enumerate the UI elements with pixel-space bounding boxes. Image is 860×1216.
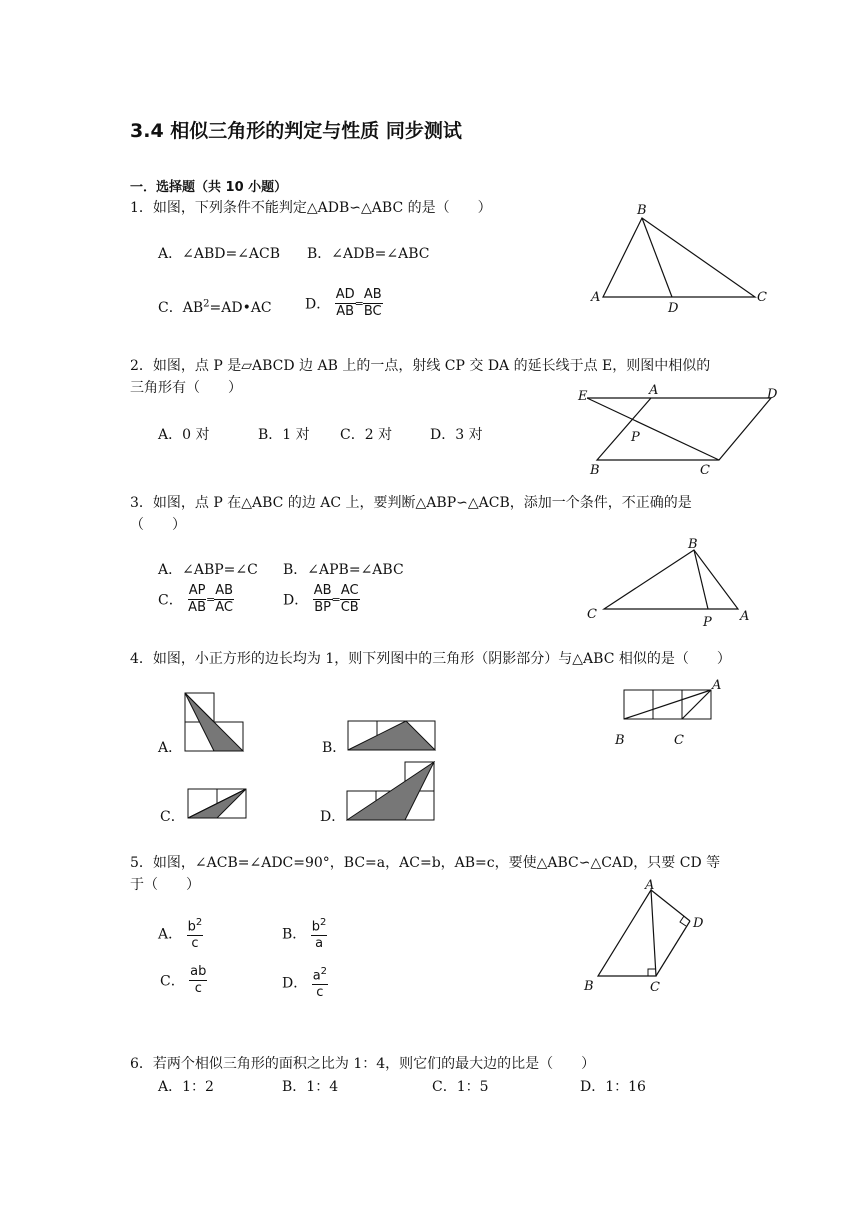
q4-label-c: C (674, 733, 684, 748)
q4-option-c[interactable]: C． (160, 809, 185, 825)
q3-option-d[interactable] (283, 583, 360, 616)
q5-option-d[interactable] (282, 964, 328, 1001)
q2-label-b: B (590, 463, 600, 478)
q1-label-a: A (591, 290, 601, 305)
q4-stem: 4．如图，小正方形的边长均为 1，则下列图中的三角形（阴影部分）与△ABC 相似的是（ ） (130, 651, 731, 667)
q3-d-equals: = (331, 593, 341, 606)
q5-stem-line1: 5．如图，∠ACB=∠ADC=90°，BC=a，AC=b，AB=c，要使△ABC∽△CAD，只要 CD 等 (130, 855, 721, 871)
q5-b-fraction: $\frac{b^2}{a}$ (311, 917, 327, 952)
q2-label-e: E (578, 389, 588, 404)
q1-label-d: D (668, 301, 679, 316)
q2-option-b[interactable]: B．1 对 (258, 427, 310, 443)
q6-option-c[interactable]: C．1：5 (432, 1079, 489, 1095)
q5-option-c-label: C． (160, 973, 185, 990)
q3-option-a[interactable]: A．∠ABP=∠C (158, 562, 258, 578)
q1-option-c-sup: 2 (203, 298, 210, 310)
q5-stem-line2: 于（ ） (130, 877, 200, 893)
q1-option-d-label: D． (305, 296, 331, 313)
q5-option-d-label: D． (282, 975, 308, 992)
q3-option-d-label: D． (283, 592, 309, 609)
q1-figure-triangle (585, 200, 775, 320)
q4-option-b-figure (347, 720, 439, 754)
q5-option-b-label: B． (282, 926, 307, 943)
q3-c-fraction-1: $\frac{AP}{AB}$ (188, 583, 206, 615)
q3-option-c[interactable] (158, 583, 234, 616)
q3-d-fraction-2: $\frac{AC}{CB}$ (340, 583, 359, 615)
q1-label-b: B (637, 203, 647, 218)
q3-stem-line1: 3．如图，点 P 在△ABC 的边 AC 上，要判断△ABP∽△ACB，添加一个条件，不正确的是 (130, 495, 692, 511)
q1-d-fraction-2: $\frac{AB}{BC}$ (363, 287, 382, 319)
q2-label-a: A (649, 383, 659, 398)
q3-stem-line2: （ ） (130, 517, 186, 533)
q4-reference-grid (612, 675, 732, 750)
q6-option-d[interactable]: D．1：16 (580, 1079, 646, 1095)
q3-d-fraction-1: $\frac{AB}{BP}$ (313, 583, 332, 615)
q1-option-a[interactable]: A．∠ABD=∠ACB (158, 246, 281, 262)
q6-option-b[interactable]: B．1：4 (282, 1079, 339, 1095)
q2-option-d[interactable]: D．3 对 (430, 427, 483, 443)
q4-option-d[interactable]: D． (320, 809, 346, 825)
q1-d-equals: = (354, 297, 364, 310)
q3-label-p: P (703, 615, 712, 630)
q5-option-b[interactable] (282, 915, 327, 952)
q2-stem-line1: 2．如图，点 P 是▱ABCD 边 AB 上的一点，射线 CP 交 DA 的延长线于点 E，则图中相似的 (130, 358, 711, 374)
q3-label-a: A (740, 609, 750, 624)
q2-label-c: C (700, 463, 710, 478)
q2-figure-parallelogram (572, 380, 784, 480)
q1-d-fraction-1: $\frac{AD}{AB}$ (335, 287, 355, 319)
q4-label-b: B (615, 733, 625, 748)
q3-c-equals: = (205, 593, 216, 606)
q5-label-a: A (645, 878, 655, 893)
q5-a-fraction: $\frac{b^2}{c}$ (187, 917, 203, 952)
q3-c-fraction-2: $\frac{AB}{AC}$ (215, 583, 234, 615)
q2-label-d: D (767, 387, 778, 402)
q5-label-c: C (650, 980, 660, 995)
q5-option-a-label: A． (158, 926, 183, 943)
q1-option-d[interactable] (305, 287, 383, 320)
q5-option-a[interactable] (158, 915, 203, 952)
q3-option-b[interactable]: B．∠APB=∠ABC (283, 562, 404, 578)
q1-option-b[interactable]: B．∠ADB=∠ABC (307, 246, 430, 262)
q5-label-b: B (584, 979, 594, 994)
q3-label-b: B (688, 537, 698, 552)
q3-option-c-label: C． (158, 592, 183, 609)
q1-stem: 1．如图，下列条件不能判定△ADB∽△ABC 的是（ ） (130, 200, 492, 216)
q1-option-c-post: =AD•AC (209, 300, 272, 316)
q2-option-c[interactable]: C．2 对 (340, 427, 393, 443)
q5-option-c[interactable] (160, 964, 207, 997)
q1-option-c[interactable] (158, 297, 272, 317)
q3-label-c: C (587, 607, 597, 622)
page-title: 3.4 相似三角形的判定与性质 同步测试 (130, 120, 462, 142)
q2-label-p: P (631, 430, 640, 445)
q1-label-c: C (757, 290, 767, 305)
q5-c-fraction: $\frac{ab}{c}$ (190, 964, 207, 996)
q3-figure-triangle (582, 534, 757, 634)
q4-option-b[interactable]: B． (322, 740, 347, 756)
q5-label-d: D (693, 916, 704, 931)
q4-label-a: A (712, 678, 722, 693)
q5-figure-quadrilateral (580, 876, 715, 998)
q4-option-d-figure (346, 761, 438, 823)
q6-stem: 6．若两个相似三角形的面积之比为 1：4，则它们的最大边的比是（ ） (130, 1056, 596, 1072)
q4-option-c-figure (187, 788, 249, 822)
q1-option-c-pre: C．AB (158, 300, 204, 316)
q6-option-a[interactable]: A．1：2 (158, 1079, 214, 1095)
q4-option-a[interactable]: A． (158, 740, 183, 756)
q5-d-fraction: $\frac{a^2}{c}$ (312, 966, 328, 1001)
q4-option-a-figure (184, 692, 246, 754)
section-heading: 一．选择题（共 10 小题） (130, 180, 288, 195)
q2-stem-line2: 三角形有（ ） (130, 380, 242, 396)
q2-option-a[interactable]: A．0 对 (158, 427, 210, 443)
